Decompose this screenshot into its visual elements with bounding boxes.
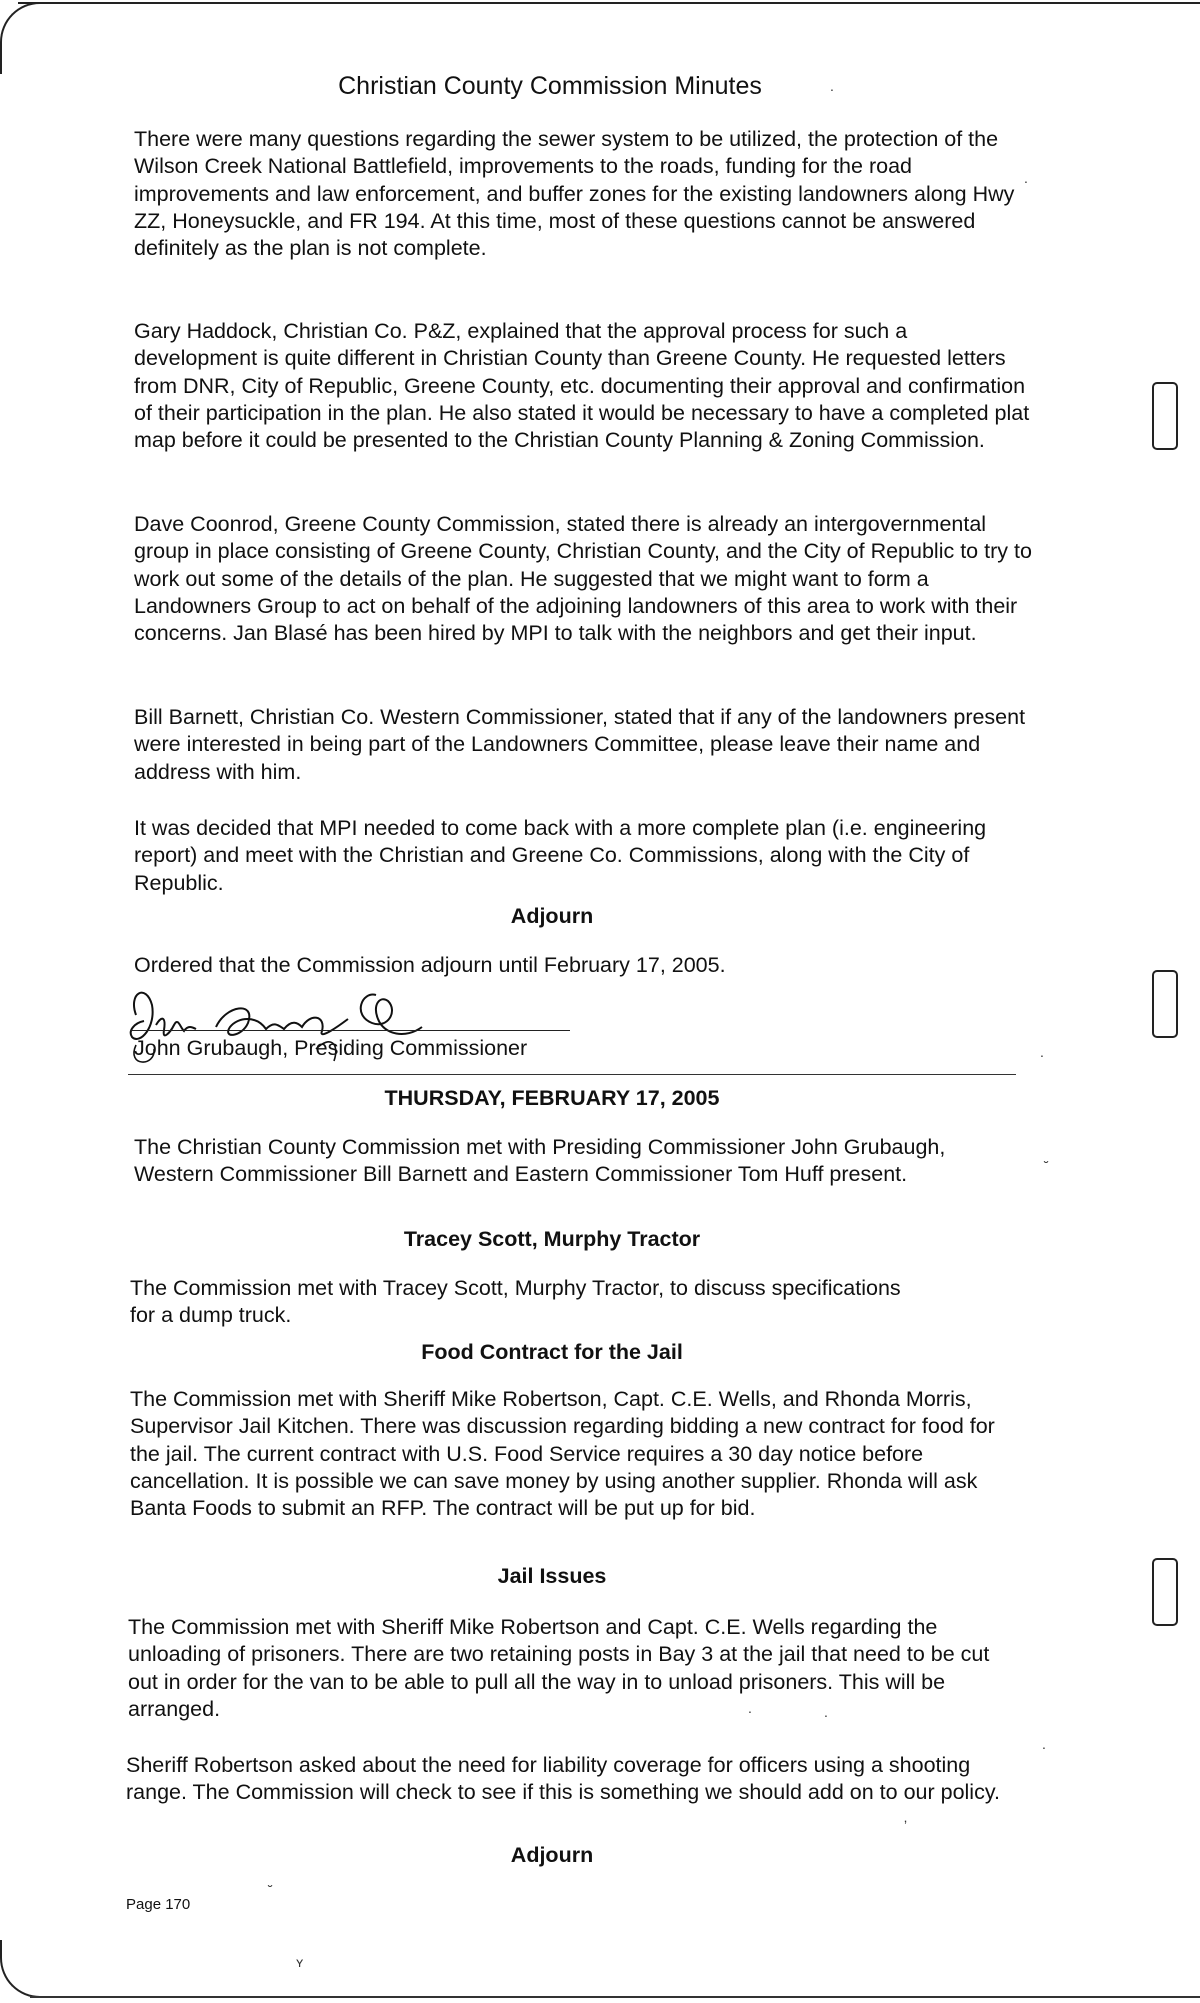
- document-title: Christian County Commission Minutes: [338, 72, 762, 100]
- scan-speck: .: [824, 1704, 828, 1720]
- paragraph-haddock: Gary Haddock, Christian Co. P&Z, explained that the approval process for such a development is quite different in Christian County than Greene County. He requested letters from DNR, City of Republic, Greene County, etc. documenting their approval and confirmation of their participation in the plan. He also stated it would be necessary to have a completed plat map before it could be presented to the Christian County Planning & Zoning Commission.: [134, 319, 1030, 453]
- paragraph-liability: Sheriff Robertson asked about the need for liability coverage for officers using a shooting range. The Commission will check to see if this is something we should add on to our policy.: [126, 1753, 1000, 1805]
- scan-speck: .: [1042, 1736, 1046, 1752]
- paragraph-jail-unloading: The Commission met with Sheriff Mike Robertson and Capt. C.E. Wells regarding the unloading of prisoners. There are two retaining posts in Bay 3 at the jail that need to be cut out in order for the van to be able to pull all the way in to unload prisoners. This will be arranged.: [128, 1615, 990, 1721]
- page-corner-bottom-left: [0, 1940, 42, 1998]
- scan-speck: .: [1024, 170, 1028, 186]
- punch-hole-2: [1152, 970, 1178, 1038]
- adjourn-heading-2: Adjourn: [510, 1843, 594, 1867]
- page-corner-top-left: [0, 2, 42, 74]
- signature-line: [130, 1030, 570, 1031]
- paragraph-coonrod: Dave Coonrod, Greene County Commission, stated there is already an intergovernmental group in place consisting of Greene County, Christian County, and the City of Republic to try to work out some of the details of the plan. He suggested that we might want to form a Landowners Group to act on behalf of the adjoining landowners of this area to work with their concerns. Jan Blasé has been hired by MPI to talk with the neighbors and get their input.: [134, 512, 1032, 646]
- attendance-paragraph: The Christian County Commission met with Presiding Commissioner John Grubaugh, Western Commissioner Bill Barnett and Eastern Commissioner Tom Huff present.: [134, 1135, 946, 1187]
- punch-hole-1: [1152, 382, 1178, 450]
- adjourn-order: Ordered that the Commission adjourn until February 17, 2005.: [134, 953, 726, 977]
- paragraph-mpi-decision: It was decided that MPI needed to come back with a more complete plan (i.e. engineering report) and meet with the Christian and Greene Co. Commissions, along with the City of Republic.: [134, 816, 987, 895]
- scan-speck: .: [748, 1700, 752, 1716]
- section-heading-food-contract: Food Contract for the Jail: [421, 1340, 683, 1364]
- scan-speck: ʏ: [296, 1954, 304, 1970]
- scan-speck: ˘: [268, 1882, 273, 1898]
- punch-hole-3: [1152, 1558, 1178, 1626]
- scan-speck: ʼ: [904, 1818, 908, 1834]
- adjourn-heading-1: Adjourn: [510, 904, 594, 928]
- paragraph-murphy-tractor: The Commission met with Tracey Scott, Murphy Tractor, to discuss specifications for a dump truck.: [130, 1276, 901, 1328]
- paragraph-questions: There were many questions regarding the sewer system to be utilized, the protection of the Wilson Creek National Battlefield, improvements to the roads, funding for the road improvements and law enforcement, and buffer zones for the existing landowners along Hwy ZZ, Honeysuckle, and FR 194. At this time, most of these questions cannot be answered definitely as the plan is not complete.: [134, 127, 1015, 261]
- page-number: Page 170: [126, 1896, 191, 1913]
- meeting-date-heading: THURSDAY, FEBRUARY 17, 2005: [384, 1086, 720, 1110]
- signatory-name: John Grubaugh, Presiding Commissioner: [134, 1036, 528, 1060]
- paragraph-food-contract: The Commission met with Sheriff Mike Robertson, Capt. C.E. Wells, and Rhonda Morris, Supervisor Jail Kitchen. There was discussion regarding bidding a new contract for food for the jail. The current contract with U.S. Food Service requires a 30 day notice before cancellation. It is possible we can save money by using another supplier. Rhonda will ask Banta Foods to submit an RFP. The contract will be put up for bid.: [130, 1387, 995, 1521]
- scan-speck: .: [830, 78, 834, 94]
- section-heading-jail-issues: Jail Issues: [497, 1564, 607, 1588]
- section-heading-murphy-tractor: Tracey Scott, Murphy Tractor: [403, 1227, 701, 1251]
- page-border-bottom: [30, 1996, 1200, 1998]
- scan-speck: .: [1040, 1044, 1044, 1060]
- scan-speck: ˘: [1044, 1158, 1049, 1174]
- page-border-top: [18, 2, 1200, 4]
- paragraph-barnett: Bill Barnett, Christian Co. Western Commissioner, stated that if any of the landowners present were interested in being part of the Landowners Committee, please leave their name and address with him.: [134, 705, 1026, 784]
- section-separator: [128, 1074, 1016, 1075]
